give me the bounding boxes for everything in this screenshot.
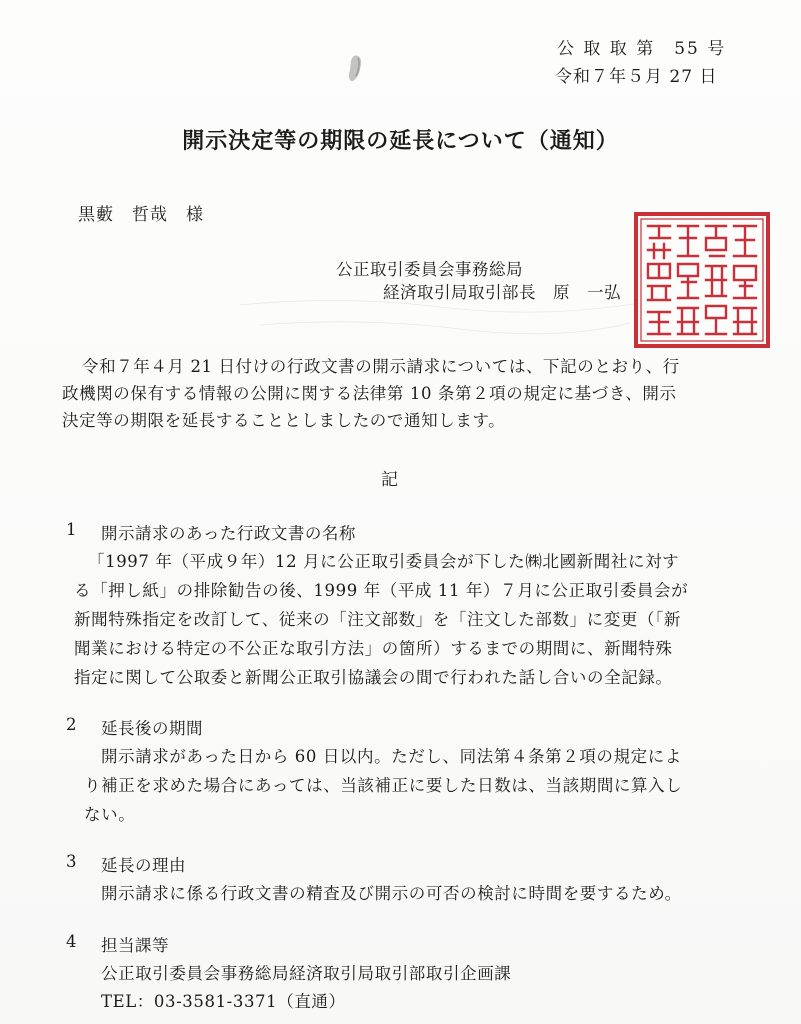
section-3-line-1: 開示請求に係る行政文書の精査及び開示の可否の検討に時間を要するため。 [101,884,682,903]
page-title: 開示決定等の期限の延長について（通知） [182,128,619,154]
section-1-line-1: 「1997 年（平成９年）12 月に公正取引委員会が下した㈱北國新聞社に対す [88,552,680,571]
recipient-name: 黒藪 哲哉 様 [78,205,204,225]
section-1-number: 1 [66,520,77,539]
intro-line-1: 令和７年４月 21 日付けの行政文書の開示請求については、下記のとおり、行 [82,357,680,376]
section-1-line-5: 指定に関して公取委と新聞公正取引協議会の間で行われた話し合いの全記録。 [74,668,673,687]
section-2-line-1: 開示請求があった日から 60 日以内。ただし、同法第４条第２項の規定によ [101,747,682,766]
sender-organization: 公正取引委員会事務総局 [336,260,523,279]
sender-official: 経済取引局取引部長 原 一弘 [383,283,621,302]
intro-line-3: 決定等の期限を延長することとしましたので通知します。 [62,411,506,430]
intro-line-2: 政機関の保有する情報の公開に関する法律第 10 条第２項の規定に基づき、開示 [62,384,677,403]
section-1-line-2: る「押し紙」の排除勧告の後、1999 年（平成 11 年）７月に公正取引委員会が [74,581,689,600]
section-3-number: 3 [66,852,77,871]
document-number: 公 取 取 第 55 号 [557,39,727,59]
section-2-line-3: ない。 [84,805,136,824]
section-2-heading: 延長後の期間 [101,719,203,738]
section-1-line-3: 新聞特殊指定を改訂して、従来の「注文部数」を「注文した部数」に変更（「新 [74,610,682,629]
section-4-heading: 担当課等 [101,936,169,955]
ki-heading: 記 [381,470,399,490]
document-date: 令和７年５月 27 日 [555,67,718,87]
section-2-line-2: り補正を求めた場合にあっては、当該補正に要した日数は、当該期間に算入し [84,776,683,795]
section-1-line-4: 聞業における特定の不公正な取引方法」の箇所）するまでの期間に、新聞特殊 [74,639,673,658]
section-4-line-2: TEL：03-3581-3371（直通） [101,992,346,1011]
section-3-heading: 延長の理由 [101,856,186,875]
scan-smudge-mark [346,52,368,84]
section-2-number: 2 [66,715,77,734]
section-1-heading: 開示請求のあった行政文書の名称 [101,524,356,543]
section-4-number: 4 [66,932,77,951]
section-4-line-1: 公正取引委員会事務総局経済取引局取引部取引企画課 [101,964,512,983]
official-seal-stamp [632,210,772,350]
